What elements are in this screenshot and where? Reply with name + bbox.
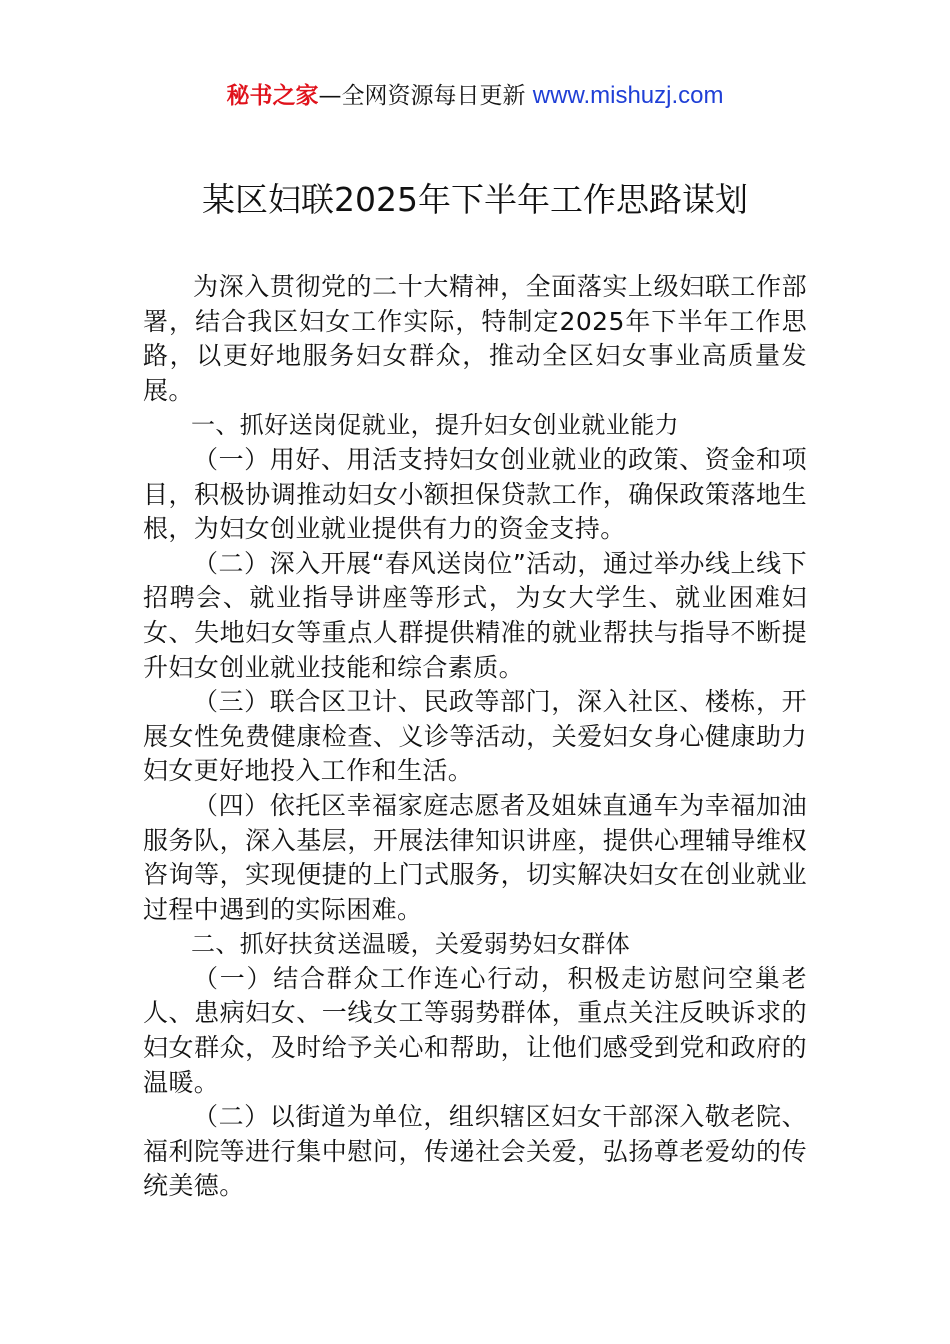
intro-paragraph: 为深入贯彻党的二十大精神，全面落实上级妇联工作部署，结合我区妇女工作实际，特制定2025年下半年工作思路，以更好地服务妇女群众，推动全区妇女事业高质量发展。 [143, 272, 807, 405]
section-1-item-2: （二）深入开展“春风送岗位”活动，通过举办线上线下招聘会、就业指导讲座等形式，为女大学生、就业困难妇女、失地妇女等重点人群提供精准的就业帮扶与指导不断提升妇女创业就业技能和综合素质。 [143, 548, 807, 682]
site-url-link[interactable]: www.mishuzj.com [532, 82, 724, 109]
document-body [143, 270, 807, 1204]
section-heading-1: 一、抓好送岗促就业，提升妇女创业就业能力 [191, 411, 679, 440]
section-2-item-1: （一）结合群众工作连心行动，积极走访慰问空巢老人、患病妇女、一线女工等弱势群体，重点关注反映诉求的妇女群众，及时给予关心和帮助，让他们感受到党和政府的温暖。 [143, 963, 807, 1097]
site-name: 秘书之家 [226, 83, 319, 109]
site-header [0, 80, 950, 112]
section-1-item-1: （一）用好、用活支持妇女创业就业的政策、资金和项目，积极协调推动妇女小额担保贷款工作，确保政策落地生根，为妇女创业就业提供有力的资金支持。 [143, 444, 807, 544]
section-1-item-4: （四）依托区幸福家庭志愿者及姐妹直通车为幸福加油服务队，深入基层，开展法律知识讲座，提供心理辅导维权咨询等，实现便捷的上门式服务，切实解决妇女在创业就业过程中遇到的实际困难。 [143, 790, 807, 924]
section-heading-2: 二、抓好扶贫送温暖，关爱弱势妇女群体 [191, 930, 631, 959]
site-tagline: —全网资源每日更新 [318, 83, 533, 109]
section-1-item-3: （三）联合区卫计、民政等部门，深入社区、楼栋，开展女性免费健康检查、义诊等活动，关爱妇女身心健康助力妇女更好地投入工作和生活。 [143, 687, 807, 786]
document-title: 某区妇联2025年下半年工作思路谋划 [202, 180, 748, 219]
section-2-item-2: （二）以街道为单位，组织辖区妇女干部深入敬老院、福利院等进行集中慰问，传递社会关爱，弘扬尊老爱幼的传统美德。 [143, 1102, 807, 1201]
